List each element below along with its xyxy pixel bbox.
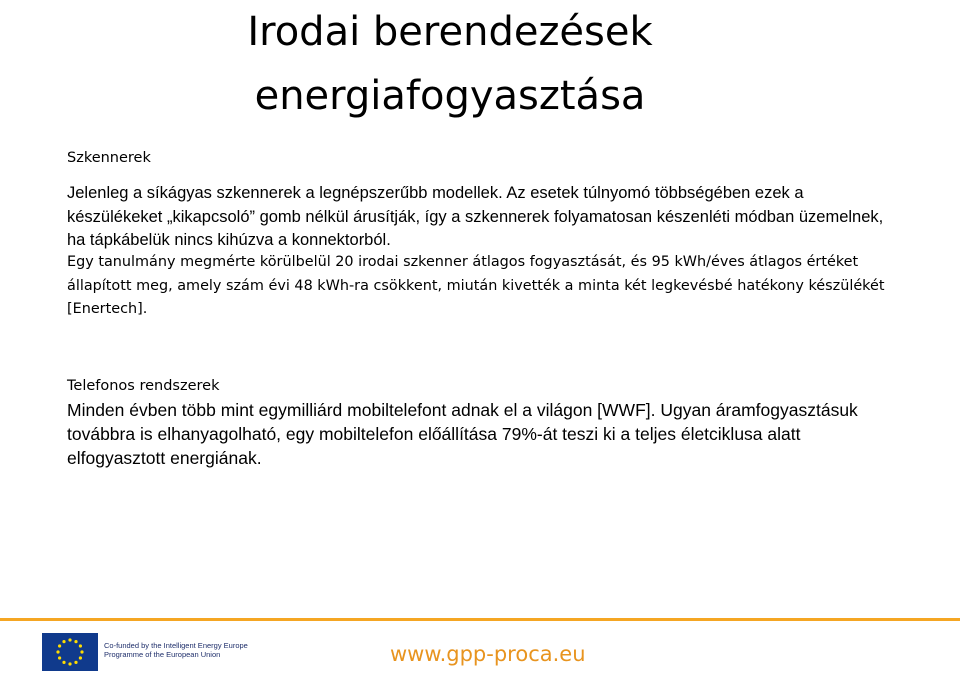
scanners-paragraph-1: Jelenleg a síkágyas szkennerek a legnépszerűbb modellek. Az esetek túlnyomó többségében ezek a készülékeket „kikapcsoló” gomb nélkül árusítják, így a szkennerek folyamatosan készenléti módban üzemelnek, ha tápkábelük nincs kihúzva a konnektorból. <box>67 184 884 249</box>
section-heading-phones: Telefonos rendszerek <box>67 378 220 394</box>
title-line-1: Irodai berendezések <box>247 9 653 55</box>
scanners-paragraph-2: Egy tanulmány megmérte körülbelül 20 irodai szkenner átlagos fogyasztását, és 95 kWh/éves átlagos értéket állapított meg, amely szám évi 48 kWh-ra csökkent, miután kivették a minta két legkevésbé hatékony készülékét [Enertech]. <box>67 254 885 317</box>
section-heading-scanners: Szkennerek <box>67 150 151 166</box>
cofund-text <box>104 641 248 659</box>
cofund-line-1: Co-funded by the Intelligent Energy Europe <box>104 641 248 650</box>
phones-paragraph-1: Minden évben több mint egymilliárd mobiltelefont adnak el a világon [WWF]. Ugyan áramfogyasztásuk továbbra is elhanyagolható, egy mobiltelefon előállítása 79%-át teszi ki a teljes életciklusa alatt elfogyasztott energiának. <box>67 400 858 468</box>
title-line-2: energiafogyasztása <box>254 73 646 119</box>
website-link[interactable]: www.gpp-proca.eu <box>390 642 586 666</box>
footer-divider <box>0 618 960 621</box>
page-title <box>160 0 740 128</box>
cofund-line-2: Programme of the European Union <box>104 650 221 659</box>
eu-flag-icon <box>42 633 98 671</box>
